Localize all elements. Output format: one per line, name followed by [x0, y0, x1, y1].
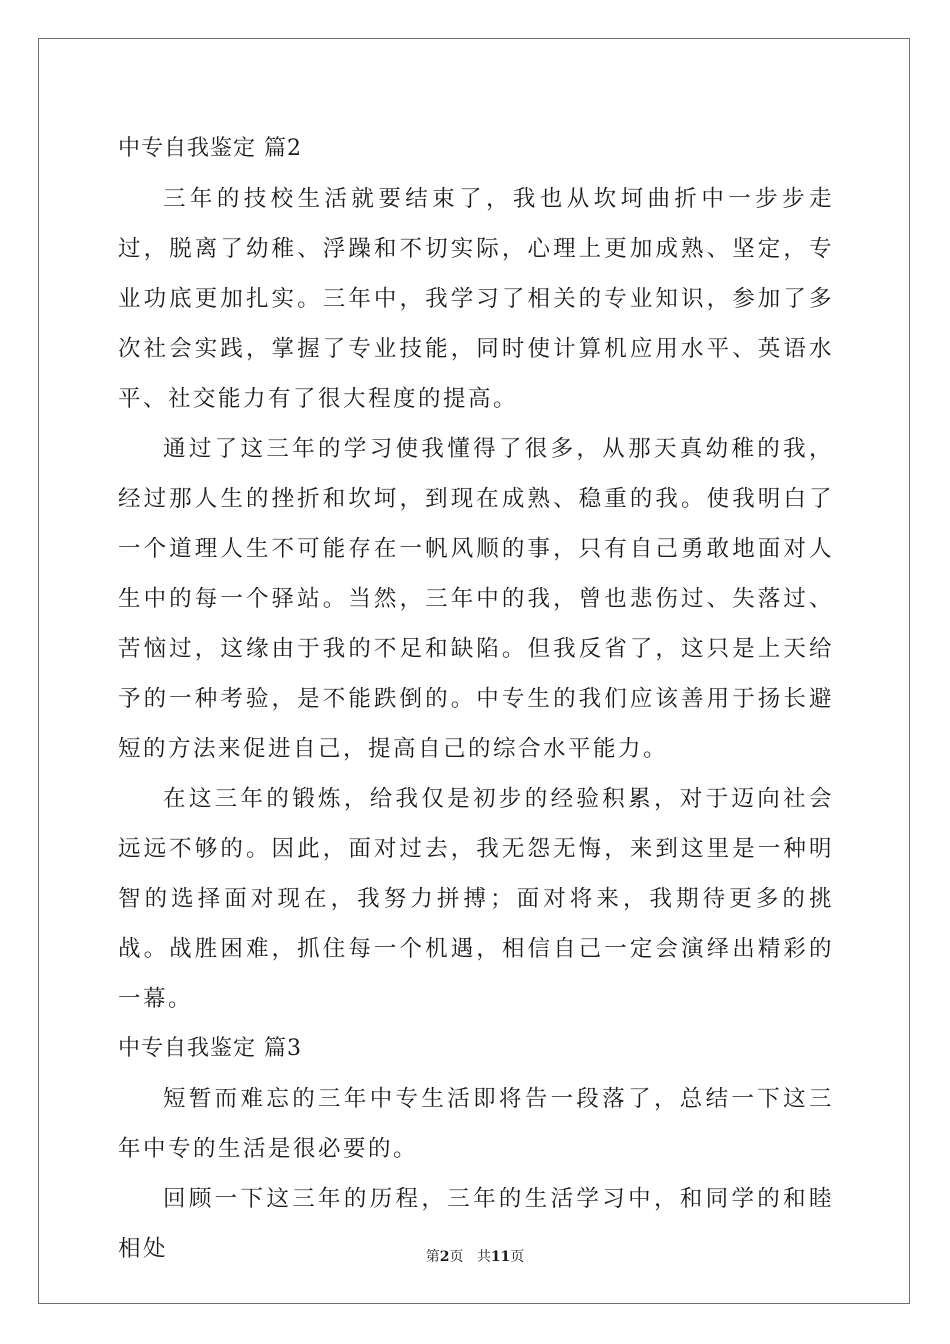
paragraph: 三年的技校生活就要结束了，我也从坎坷曲折中一步步走过，脱离了幼稚、浮躁和不切实际，心理上更加成熟、坚定，专业功底更加扎实。三年中，我学习了相关的专业知识，参加了多次社会实践，掌握了专业技能，同时使计算机应用水平、英语水平、社交能力有了很大程度的提高。: [118, 186, 834, 412]
paragraph: 短暂而难忘的三年中专生活即将告一段落了，总结一下这三年中专的生活是很必要的。: [118, 1086, 834, 1162]
total-prefix: 共: [476, 1249, 491, 1265]
section-heading: 中专自我鉴定 篇2: [118, 136, 302, 161]
page-prefix: 第: [425, 1249, 440, 1265]
paragraph: 回顾一下这三年的历程，三年的生活学习中，和同学的和睦相处: [118, 1186, 834, 1262]
document-body: [118, 124, 834, 1274]
paragraph: 通过了这三年的学习使我懂得了很多，从那天真幼稚的我，经过那人生的挫折和坎坷，到现在成熟、稳重的我。使我明白了一个道理人生不可能存在一帆风顺的事，只有自己勇敢地面对人生中的每一个驿站。当然，三年中的我，曾也悲伤过、失落过、苦恼过，这缘由于我的不足和缺陷。但我反省了，这只是上天给予的一种考验，是不能跌倒的。中专生的我们应该善用于扬长避短的方法来促进自己，提高自己的综合水平能力。: [118, 436, 834, 762]
total-pages: 11: [490, 1249, 511, 1265]
total-suffix: 页: [510, 1249, 525, 1265]
page-number: 2: [439, 1249, 450, 1265]
section-heading: 中专自我鉴定 篇3: [118, 1036, 302, 1061]
page-suffix: 页: [449, 1249, 464, 1265]
paragraph: 在这三年的锻炼，给我仅是初步的经验积累，对于迈向社会远远不够的。因此，面对过去，我无怨无悔，来到这里是一种明智的选择面对现在，我努力拼搏；面对将来，我期待更多的挑战。战胜困难，抓住每一个机遇，相信自己一定会演绎出精彩的一幕。: [118, 786, 834, 1012]
page-footer: [0, 1247, 950, 1267]
